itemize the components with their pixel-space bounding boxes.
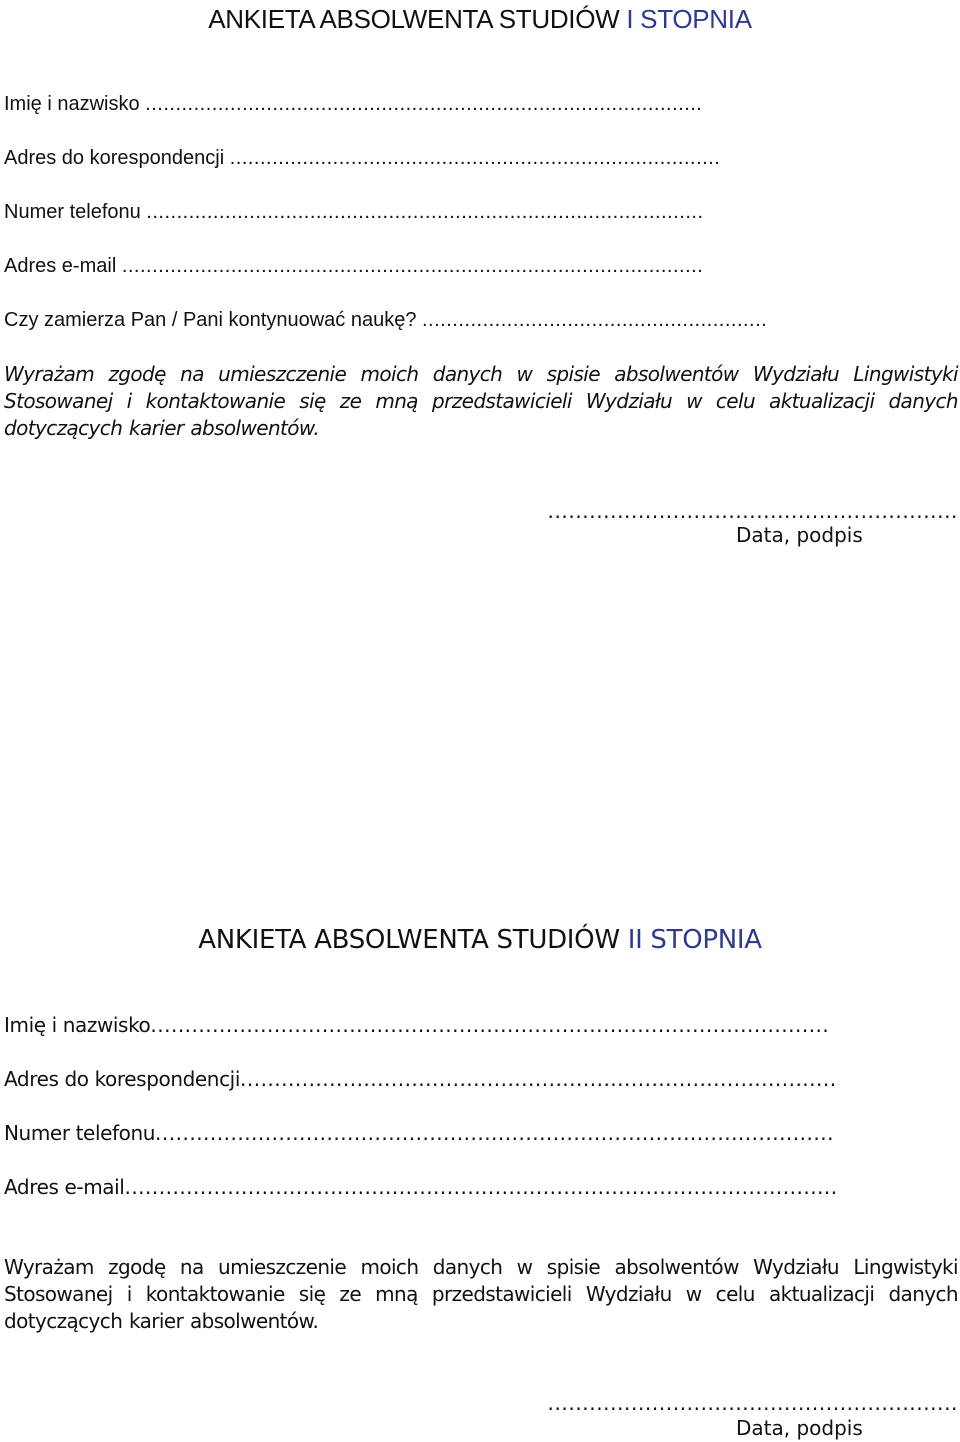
phone-field-2[interactable] [4, 1121, 932, 1145]
address-field-label: Adres do korespondencji [4, 147, 230, 169]
name-field-label: Imię i nazwisko [4, 93, 146, 115]
section2-signature-line[interactable]: ........................................................... [547, 1392, 958, 1414]
phone-field-dots: ............................................................................................ [146, 201, 704, 223]
continue-study-field-dots: ......................................................... [422, 309, 768, 331]
email-field-2[interactable] [4, 1175, 932, 1199]
email-field-dots: ................................................................................................ [121, 255, 704, 277]
address-field-2-dots: ....................................................................................... [240, 1067, 837, 1091]
email-field-2-dots: ........................................................................................................ [124, 1175, 838, 1199]
name-field-2-label: Imię i nazwisko [4, 1013, 151, 1037]
address-field-2-label: Adres do korespondencji [4, 1067, 240, 1091]
section2-title-main: ANKIETA ABSOLWENTA STUDIÓW [198, 925, 628, 955]
section1-signature-line[interactable]: ........................................................... [547, 500, 958, 522]
address-field-2[interactable] [4, 1067, 932, 1091]
section1-consent-text: Wyrażam zgodę na umieszczenie moich danych w spisie absolwentów Wydziału Lingwistyki Stosowanej i kontaktowanie się ze mną przedstawicieli Wydziału w celu aktualizacji danych dotyczących karier absolwentów. [4, 362, 958, 440]
section2-consent-text: Wyrażam zgodę na umieszczenie moich danych w spisie absolwentów Wydziału Lingwistyki Stosowanej i kontaktowanie się ze mną przedstawicieli Wydziału w celu aktualizacji danych dotyczących karier absolwentów. [4, 1255, 958, 1333]
continue-study-field-label: Czy zamierza Pan / Pani kontynuować naukę? [4, 309, 422, 331]
phone-field-2-label: Numer telefonu [4, 1121, 156, 1145]
section2-title-accent: II STOPNIA [627, 925, 762, 955]
name-field-dots: ............................................................................................ [145, 93, 703, 115]
section1-title-accent: I STOPNIA [626, 4, 752, 34]
phone-field-label: Numer telefonu [4, 201, 147, 223]
phone-field-2-dots: ................................................................................................... [155, 1121, 834, 1145]
name-field-2-dots: ................................................................................................... [150, 1013, 830, 1037]
email-field[interactable] [4, 254, 932, 278]
section2-title [0, 925, 960, 955]
continue-study-field[interactable] [4, 308, 932, 332]
section1-title-main: ANKIETA ABSOLWENTA STUDIÓW [208, 4, 627, 34]
name-field-2[interactable] [4, 1013, 932, 1037]
address-field[interactable] [4, 146, 932, 170]
section1-signature-label: Data, podpis [736, 523, 863, 547]
name-field[interactable] [4, 92, 932, 116]
email-field-2-label: Adres e-mail [4, 1175, 125, 1199]
section1-title [0, 4, 960, 34]
phone-field[interactable] [4, 200, 932, 224]
section2-signature-label: Data, podpis [736, 1416, 863, 1440]
address-field-dots: ................................................................................. [229, 147, 721, 169]
email-field-label: Adres e-mail [4, 255, 122, 277]
